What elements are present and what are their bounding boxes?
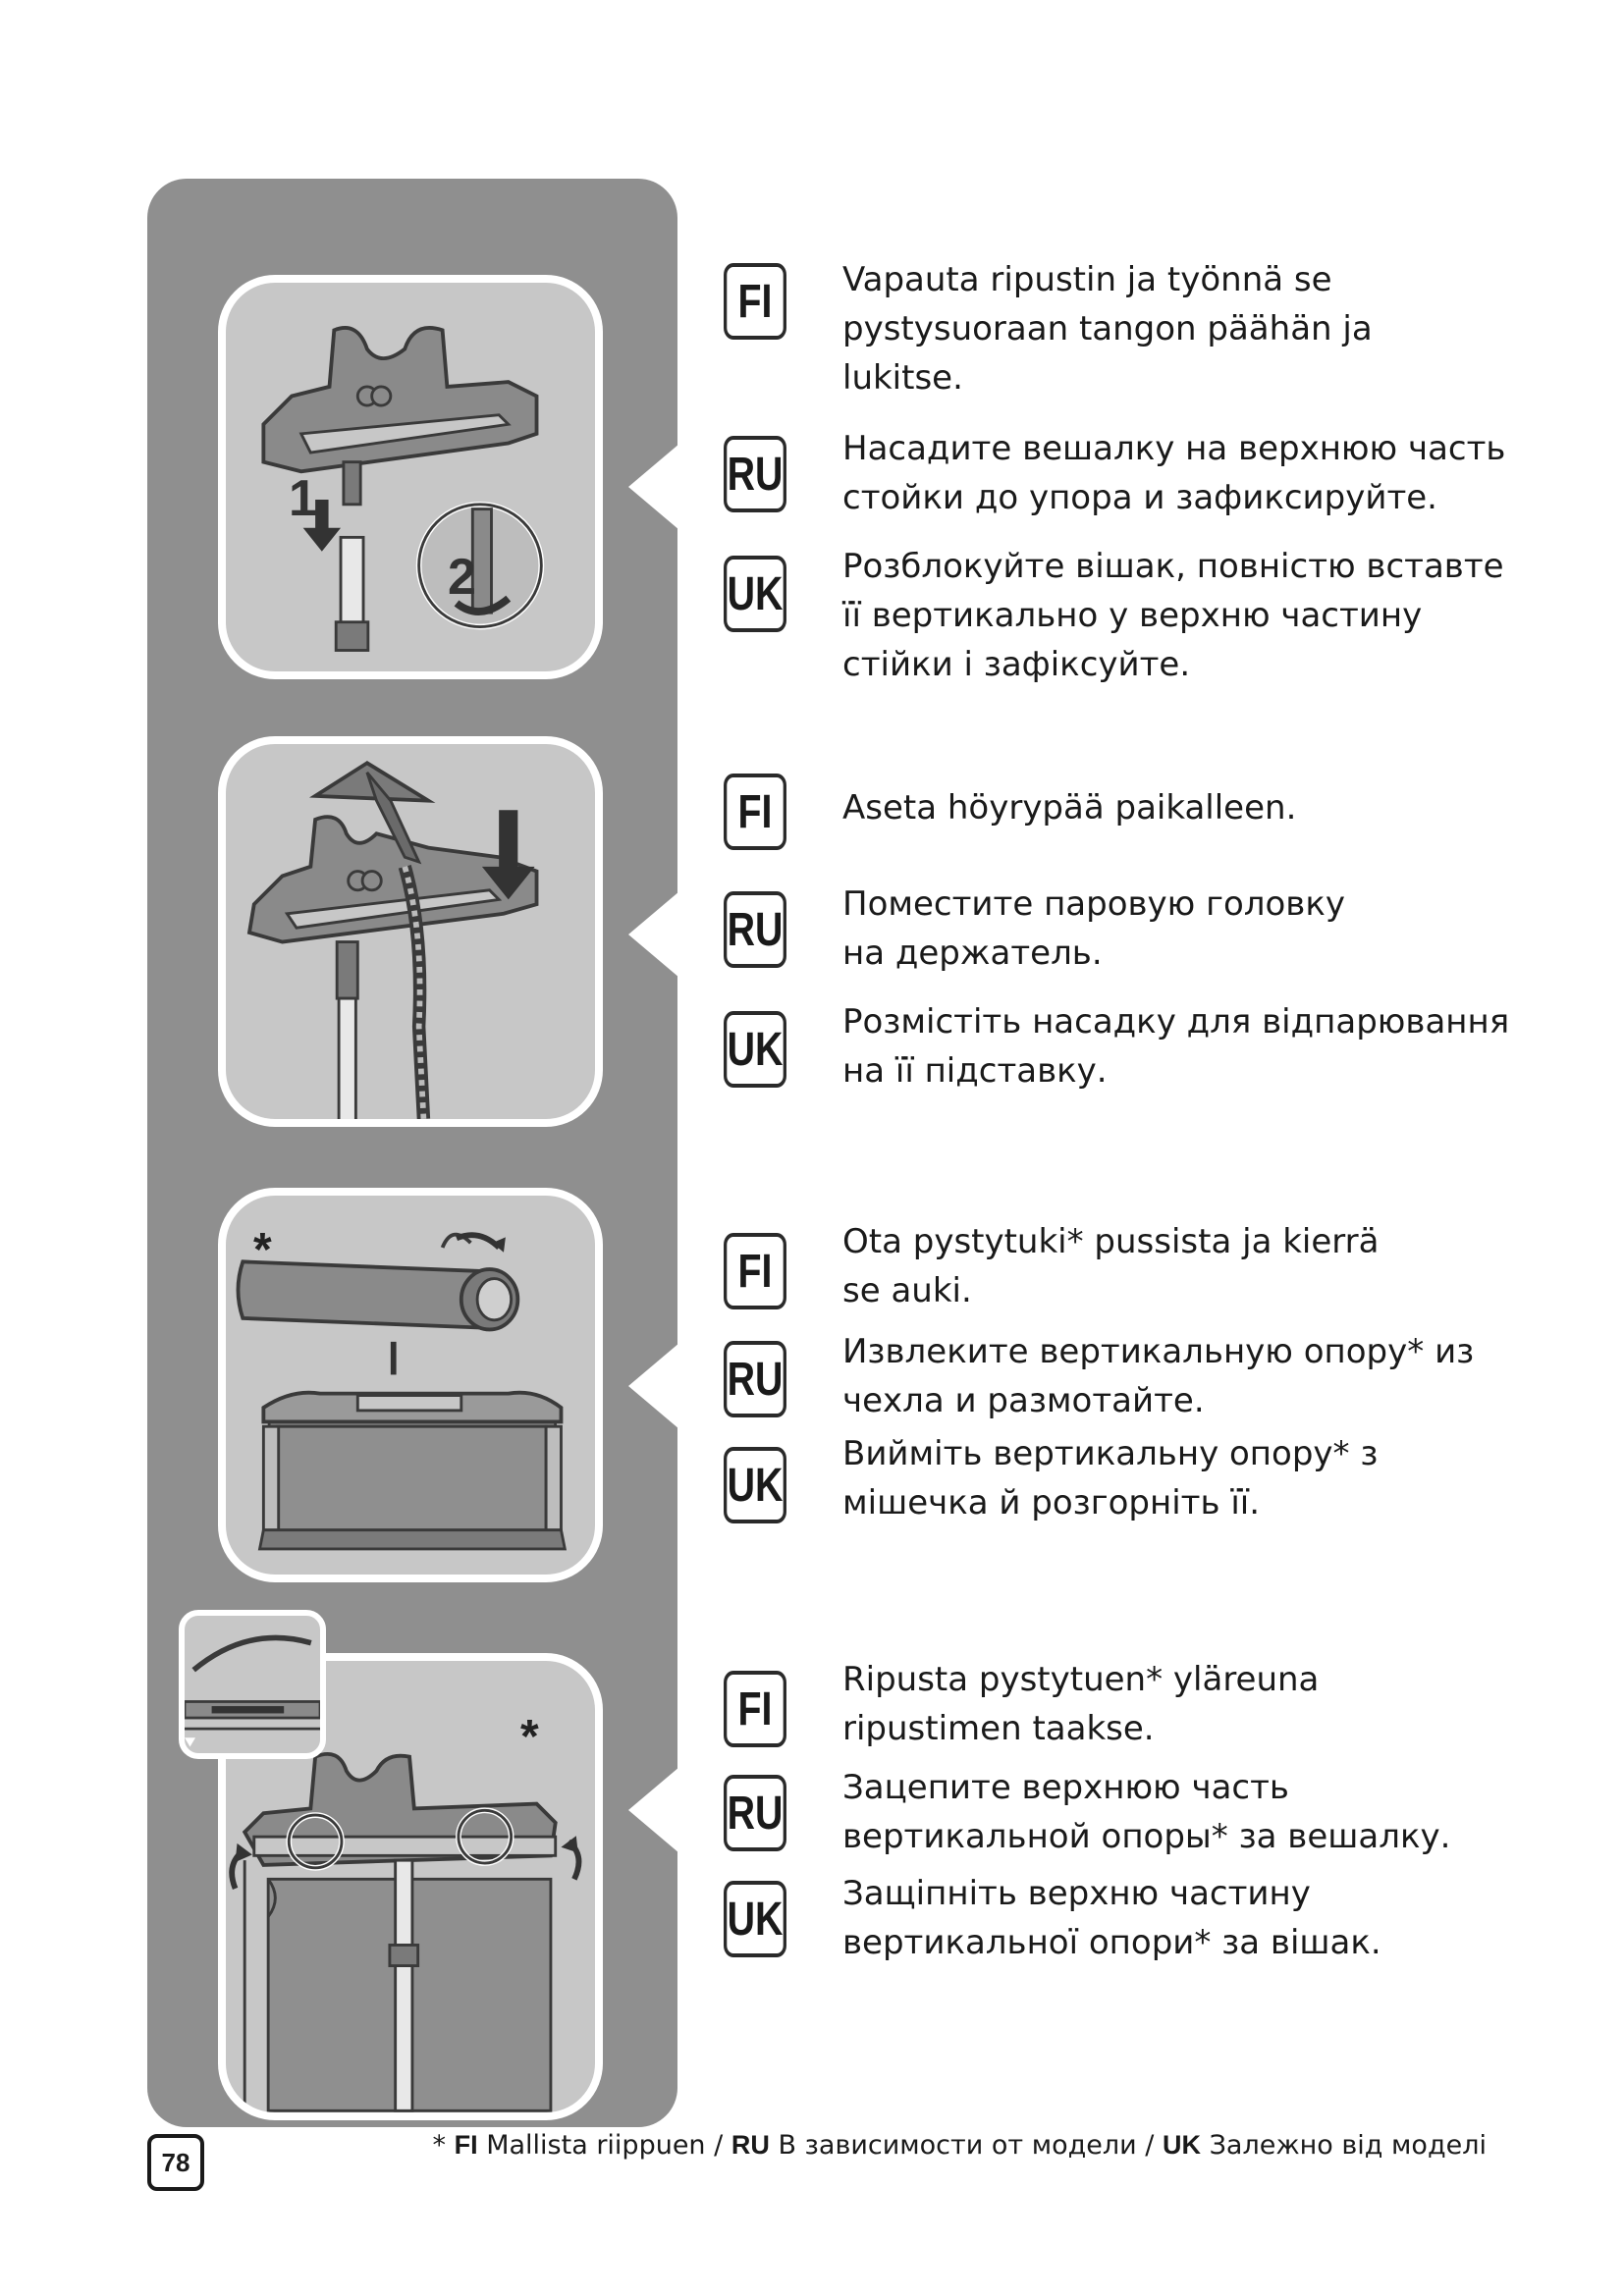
footnote-separator: /: [714, 2130, 724, 2161]
lang-badge-uk: UK: [724, 1447, 786, 1523]
pointer-notch: [628, 1343, 679, 1429]
footnote-uk-text: Залежно від моделі: [1209, 2130, 1487, 2161]
lang-badge-ru: RU: [724, 891, 786, 968]
instruction-ru: Зацепите верхнюю часть вертикальной опоры* за вешалку.: [842, 1768, 1451, 1856]
lang-badge-uk: UK: [724, 1011, 786, 1088]
footnote-separator: /: [1145, 2130, 1155, 2161]
instruction-ru: Насадите вешалку на верхнюю часть стойки до упора и зафиксируйте.: [842, 429, 1506, 517]
lang-badge-uk: UK: [724, 1881, 786, 1957]
footnote: [433, 2130, 1487, 2161]
footnote-uk-code: UK: [1163, 2130, 1201, 2160]
step-1-label: 1: [289, 470, 317, 527]
illustration-inset-detail: [179, 1610, 326, 1759]
lang-badge-fi: FI: [724, 1233, 786, 1309]
instruction-ru: Поместите паровую головку на держатель.: [842, 884, 1345, 973]
lang-badge-ru: RU: [724, 1341, 786, 1417]
instruction-fi: Ota pystytuki* pussista ja kierrä se auki.: [842, 1222, 1380, 1310]
instruction-uk: Розмістіть насадку для відпарювання на її підставку.: [842, 1002, 1510, 1091]
illustration-steam-head: [218, 736, 603, 1127]
footnote-ru-text: В зависимости от модели: [778, 2130, 1137, 2161]
lang-badge-ru: RU: [724, 1775, 786, 1851]
lang-badge-uk: UK: [724, 556, 786, 632]
instruction-uk: Вийміть вертикальну опору* з мішечка й розгорніть її.: [842, 1434, 1379, 1522]
instruction-uk: Защіпніть верхню частину вертикальної опори* за вішак.: [842, 1874, 1381, 1962]
pointer-notch: [628, 1767, 679, 1853]
illustration-hanger-attach: [218, 275, 603, 679]
asterisk-mark: *: [253, 1224, 272, 1276]
footnote-ru-code: RU: [731, 2130, 770, 2160]
lang-badge-ru: RU: [724, 436, 786, 512]
lang-badge-fi: FI: [724, 774, 786, 850]
instruction-ru: Извлеките вертикальную опору* из чехла и размотайте.: [842, 1332, 1475, 1420]
instruction-fi: Vapauta ripustin ja työnnä se pystysuoraan tangon päähän ja lukitse.: [842, 260, 1373, 398]
step-2-label: 2: [448, 549, 476, 606]
instruction-uk: Розблокуйте вішак, повністю вставте її вертикально у верхню частину стійки і зафіксуйте.: [842, 547, 1504, 684]
instruction-fi: Aseta höyrypää paikalleen.: [842, 788, 1297, 828]
pointer-notch: [628, 444, 679, 530]
lang-badge-fi: FI: [724, 263, 786, 340]
asterisk-mark: *: [520, 1711, 539, 1763]
page-number: 78: [147, 2134, 204, 2191]
lang-badge-fi: FI: [724, 1671, 786, 1747]
instruction-fi: Ripusta pystytuen* yläreuna ripustimen taakse.: [842, 1660, 1320, 1748]
footnote-star: *: [432, 2130, 447, 2161]
pointer-notch: [628, 891, 679, 978]
footnote-fi-code: FI: [454, 2130, 478, 2160]
footnote-fi-text: Mallista riippuen: [486, 2130, 706, 2161]
illustration-support-unroll: [218, 1188, 603, 1582]
